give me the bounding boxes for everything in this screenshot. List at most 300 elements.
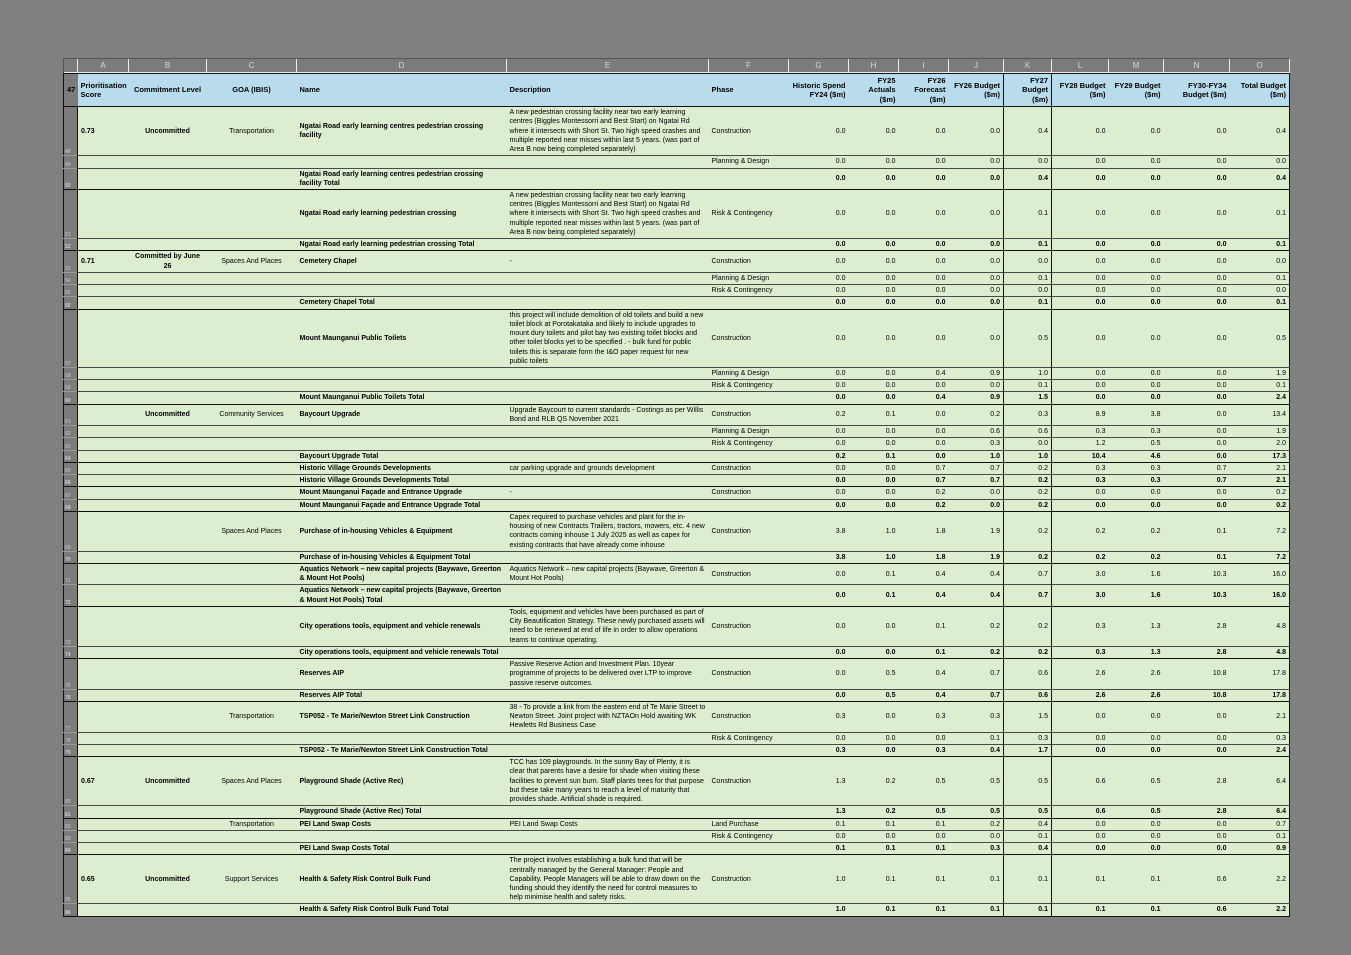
cell-goa[interactable]: Transportation	[207, 818, 297, 830]
cell-score[interactable]	[78, 380, 129, 392]
cell-value[interactable]: 0.0	[1164, 190, 1230, 239]
cell-goa[interactable]	[207, 438, 297, 450]
cell-desc[interactable]	[507, 499, 709, 511]
cell-value[interactable]: 0.0	[1109, 843, 1164, 855]
cell-value[interactable]: 10.3	[1164, 585, 1230, 606]
cell-value[interactable]: 0.2	[1004, 551, 1052, 563]
cell-commitment[interactable]	[129, 272, 207, 284]
cell-score[interactable]	[78, 239, 129, 251]
cell-value[interactable]: 0.0	[1164, 744, 1230, 756]
cell-value[interactable]: 0.0	[1004, 156, 1052, 168]
cell-value[interactable]: 0.2	[1004, 475, 1052, 487]
cell-value[interactable]: 2.6	[1109, 659, 1164, 690]
row-number[interactable]: 73	[64, 606, 78, 646]
cell-value[interactable]: 0.0	[1164, 499, 1230, 511]
cell-value[interactable]: 0.0	[789, 475, 849, 487]
cell-commitment[interactable]	[129, 297, 207, 309]
cell-score[interactable]	[78, 297, 129, 309]
cell-goa[interactable]	[207, 606, 297, 646]
cell-value[interactable]: 0.0	[1164, 107, 1230, 156]
cell-desc[interactable]	[507, 426, 709, 438]
cell-value[interactable]: 0.0	[1052, 168, 1109, 189]
cell-score[interactable]	[78, 830, 129, 842]
cell-value[interactable]: 0.4	[1004, 843, 1052, 855]
cell-value[interactable]: 0.1	[1164, 551, 1230, 563]
row-number[interactable]: 77	[64, 702, 78, 733]
cell-commitment[interactable]	[129, 511, 207, 551]
cell-value[interactable]: 0.0	[1052, 702, 1109, 733]
cell-phase[interactable]	[709, 585, 789, 606]
cell-commitment[interactable]: Uncommitted	[129, 757, 207, 806]
cell-desc[interactable]	[507, 367, 709, 379]
cell-value[interactable]: 0.0	[949, 107, 1004, 156]
cell-name[interactable]: Mount Maunganui Public Toilets	[297, 309, 507, 367]
cell-value[interactable]: 3.0	[1052, 563, 1109, 584]
row-number[interactable]: 81	[64, 806, 78, 818]
cell-value[interactable]: 0.0	[1164, 156, 1230, 168]
cell-value[interactable]: 2.8	[1164, 757, 1230, 806]
cell-value[interactable]: 0.1	[1230, 380, 1290, 392]
cell-value[interactable]: 0.2	[1004, 646, 1052, 658]
cell-value[interactable]: 0.3	[789, 702, 849, 733]
cell-value[interactable]: 0.3	[1109, 462, 1164, 474]
cell-goa[interactable]	[207, 830, 297, 842]
cell-value[interactable]: 0.0	[789, 659, 849, 690]
cell-value[interactable]: 0.2	[789, 450, 849, 462]
cell-value[interactable]: 10.8	[1164, 659, 1230, 690]
cell-desc[interactable]	[507, 438, 709, 450]
cell-value[interactable]: 0.1	[899, 606, 949, 646]
row-number[interactable]: 72	[64, 585, 78, 606]
cell-name[interactable]: Playground Shade (Active Rec) Total	[297, 806, 507, 818]
column-header-phase[interactable]: Phase	[709, 74, 789, 107]
cell-goa[interactable]	[207, 585, 297, 606]
cell-goa[interactable]	[207, 309, 297, 367]
cell-phase[interactable]	[709, 297, 789, 309]
cell-desc[interactable]: PEI Land Swap Costs	[507, 818, 709, 830]
cell-goa[interactable]	[207, 904, 297, 916]
column-header-fy25-actuals-m[interactable]: FY25 Actuals ($m)	[849, 74, 899, 107]
row-number[interactable]: 49	[64, 156, 78, 168]
cell-value[interactable]: 0.0	[949, 309, 1004, 367]
cell-commitment[interactable]	[129, 843, 207, 855]
cell-value[interactable]: 0.0	[899, 251, 949, 272]
cell-goa[interactable]	[207, 285, 297, 297]
cell-goa[interactable]	[207, 297, 297, 309]
cell-value[interactable]: 0.0	[789, 297, 849, 309]
cell-phase[interactable]: Risk & Contingency	[709, 380, 789, 392]
cell-value[interactable]: 0.0	[1052, 239, 1109, 251]
cell-score[interactable]	[78, 563, 129, 584]
cell-value[interactable]: 2.8	[1164, 606, 1230, 646]
cell-value[interactable]: 0.0	[1004, 251, 1052, 272]
cell-value[interactable]: 2.2	[1230, 904, 1290, 916]
cell-value[interactable]: 1.5	[1004, 392, 1052, 404]
cell-phase[interactable]: Risk & Contingency	[709, 285, 789, 297]
column-letter-m[interactable]: M	[1109, 59, 1164, 73]
cell-desc[interactable]	[507, 475, 709, 487]
cell-value[interactable]: 0.0	[789, 309, 849, 367]
cell-value[interactable]: 0.0	[789, 107, 849, 156]
cell-value[interactable]: 0.2	[1004, 462, 1052, 474]
cell-phase[interactable]: Construction	[709, 309, 789, 367]
cell-value[interactable]: 0.0	[1164, 239, 1230, 251]
column-header-fy28-budget-m[interactable]: FY28 Budget ($m)	[1052, 74, 1109, 107]
cell-value[interactable]: 0.1	[849, 450, 899, 462]
column-letter-d[interactable]: D	[297, 59, 507, 73]
cell-name[interactable]: Ngatai Road early learning pedestrian crossing Total	[297, 239, 507, 251]
cell-desc[interactable]	[507, 380, 709, 392]
cell-score[interactable]	[78, 732, 129, 744]
cell-value[interactable]: 0.0	[899, 190, 949, 239]
cell-value[interactable]: 0.3	[1109, 426, 1164, 438]
row-number[interactable]: 53	[64, 251, 78, 272]
cell-value[interactable]: 2.8	[1164, 806, 1230, 818]
cell-value[interactable]: 0.2	[1004, 511, 1052, 551]
column-header-fy29-budget-m[interactable]: FY29 Budget ($m)	[1109, 74, 1164, 107]
cell-goa[interactable]	[207, 487, 297, 499]
cell-commitment[interactable]	[129, 646, 207, 658]
cell-value[interactable]: 0.1	[899, 843, 949, 855]
cell-value[interactable]: 0.2	[899, 499, 949, 511]
cell-value[interactable]: 0.0	[949, 190, 1004, 239]
cell-value[interactable]: 0.0	[899, 272, 949, 284]
cell-name[interactable]: Cemetery Chapel Total	[297, 297, 507, 309]
cell-value[interactable]: 0.1	[1004, 190, 1052, 239]
column-header-fy26-budget-m[interactable]: FY26 Budget ($m)	[949, 74, 1004, 107]
cell-value[interactable]: 0.4	[1004, 107, 1052, 156]
cell-value[interactable]: 0.0	[1109, 272, 1164, 284]
cell-value[interactable]: 0.0	[849, 606, 899, 646]
cell-value[interactable]: 0.0	[1164, 830, 1230, 842]
cell-value[interactable]: 0.2	[849, 806, 899, 818]
cell-value[interactable]: 1.0	[789, 904, 849, 916]
row-number[interactable]: 69	[64, 511, 78, 551]
cell-name[interactable]: Baycourt Upgrade	[297, 404, 507, 425]
cell-value[interactable]: 0.0	[1052, 272, 1109, 284]
cell-value[interactable]: 0.5	[849, 659, 899, 690]
cell-score[interactable]	[78, 904, 129, 916]
row-number[interactable]: 80	[64, 757, 78, 806]
cell-value[interactable]: 0.0	[1052, 380, 1109, 392]
cell-desc[interactable]	[507, 732, 709, 744]
cell-phase[interactable]	[709, 843, 789, 855]
cell-goa[interactable]	[207, 646, 297, 658]
cell-value[interactable]: 0.5	[1230, 309, 1290, 367]
cell-value[interactable]: 0.7	[949, 462, 1004, 474]
column-letter-i[interactable]: I	[899, 59, 949, 73]
cell-commitment[interactable]	[129, 606, 207, 646]
cell-desc[interactable]	[507, 450, 709, 462]
cell-value[interactable]: 0.0	[1052, 744, 1109, 756]
cell-value[interactable]: 0.5	[1004, 806, 1052, 818]
cell-value[interactable]: 0.2	[1004, 606, 1052, 646]
cell-value[interactable]: 0.2	[1004, 499, 1052, 511]
column-header-commitment-level[interactable]: Commitment Level	[129, 74, 207, 107]
row-number[interactable]: 47	[64, 74, 78, 107]
cell-value[interactable]: 0.0	[899, 107, 949, 156]
cell-score[interactable]	[78, 190, 129, 239]
cell-phase[interactable]: Construction	[709, 511, 789, 551]
cell-value[interactable]: 0.9	[1230, 843, 1290, 855]
cell-value[interactable]: 0.7	[949, 689, 1004, 701]
cell-value[interactable]: 0.1	[1164, 511, 1230, 551]
cell-value[interactable]: 0.3	[1004, 732, 1052, 744]
cell-value[interactable]: 1.6	[1109, 563, 1164, 584]
row-number[interactable]: 78	[64, 732, 78, 744]
cell-commitment[interactable]	[129, 487, 207, 499]
cell-value[interactable]: 0.1	[789, 843, 849, 855]
cell-name[interactable]: PEI Land Swap Costs Total	[297, 843, 507, 855]
cell-goa[interactable]	[207, 744, 297, 756]
cell-value[interactable]: 0.0	[789, 732, 849, 744]
cell-value[interactable]: 0.4	[899, 563, 949, 584]
cell-score[interactable]: 0.65	[78, 855, 129, 904]
cell-value[interactable]: 2.4	[1230, 744, 1290, 756]
row-number[interactable]: 86	[64, 904, 78, 916]
cell-value[interactable]: 0.0	[1164, 297, 1230, 309]
cell-value[interactable]: 16.0	[1230, 563, 1290, 584]
cell-value[interactable]: 0.4	[1230, 168, 1290, 189]
cell-commitment[interactable]	[129, 450, 207, 462]
column-letter-n[interactable]: N	[1164, 59, 1230, 73]
row-number[interactable]: 64	[64, 450, 78, 462]
cell-value[interactable]: 0.7	[899, 462, 949, 474]
cell-phase[interactable]: Risk & Contingency	[709, 190, 789, 239]
cell-value[interactable]: 0.0	[789, 438, 849, 450]
row-number[interactable]: 50	[64, 168, 78, 189]
cell-value[interactable]: 0.1	[849, 404, 899, 425]
cell-goa[interactable]	[207, 689, 297, 701]
cell-commitment[interactable]	[129, 380, 207, 392]
cell-value[interactable]: 3.0	[1052, 585, 1109, 606]
cell-value[interactable]: 1.3	[1109, 606, 1164, 646]
cell-value[interactable]: 0.0	[899, 450, 949, 462]
cell-value[interactable]: 0.2	[949, 404, 1004, 425]
cell-value[interactable]: 0.0	[1164, 843, 1230, 855]
cell-name[interactable]: Playground Shade (Active Rec)	[297, 757, 507, 806]
cell-value[interactable]: 0.0	[1164, 450, 1230, 462]
cell-value[interactable]: 0.0	[849, 380, 899, 392]
row-number[interactable]: 65	[64, 462, 78, 474]
cell-value[interactable]: 0.2	[949, 606, 1004, 646]
cell-value[interactable]: 0.0	[849, 309, 899, 367]
cell-value[interactable]: 0.7	[949, 659, 1004, 690]
cell-value[interactable]: 0.0	[849, 744, 899, 756]
cell-phase[interactable]	[709, 499, 789, 511]
cell-value[interactable]: 0.0	[849, 830, 899, 842]
cell-value[interactable]: 0.1	[1230, 239, 1290, 251]
cell-value[interactable]: 1.3	[789, 806, 849, 818]
cell-value[interactable]: 0.5	[949, 806, 1004, 818]
cell-value[interactable]: 0.0	[899, 438, 949, 450]
cell-value[interactable]: 0.2	[1230, 499, 1290, 511]
row-number[interactable]: 71	[64, 563, 78, 584]
cell-value[interactable]: 0.0	[1230, 156, 1290, 168]
cell-value[interactable]: 0.3	[1052, 606, 1109, 646]
cell-commitment[interactable]	[129, 475, 207, 487]
cell-value[interactable]: 0.0	[949, 251, 1004, 272]
cell-goa[interactable]	[207, 563, 297, 584]
cell-value[interactable]: 0.0	[949, 297, 1004, 309]
cell-value[interactable]: 0.0	[849, 168, 899, 189]
cell-value[interactable]: 0.0	[899, 297, 949, 309]
cell-value[interactable]: 0.5	[849, 689, 899, 701]
cell-commitment[interactable]	[129, 285, 207, 297]
column-header-name[interactable]: Name	[297, 74, 507, 107]
cell-value[interactable]: 0.0	[949, 285, 1004, 297]
cell-value[interactable]: 0.0	[1164, 285, 1230, 297]
cell-value[interactable]: 0.4	[1004, 168, 1052, 189]
cell-value[interactable]: 0.0	[1109, 744, 1164, 756]
cell-value[interactable]: 0.0	[849, 272, 899, 284]
cell-value[interactable]: 0.0	[849, 107, 899, 156]
cell-commitment[interactable]	[129, 702, 207, 733]
cell-score[interactable]	[78, 309, 129, 367]
cell-commitment[interactable]	[129, 156, 207, 168]
cell-phase[interactable]: Land Purchase	[709, 818, 789, 830]
cell-value[interactable]: 0.0	[849, 426, 899, 438]
cell-score[interactable]	[78, 285, 129, 297]
cell-value[interactable]: 1.0	[1004, 450, 1052, 462]
column-letter-o[interactable]: O	[1230, 59, 1290, 73]
cell-value[interactable]: 0.0	[1164, 367, 1230, 379]
cell-goa[interactable]	[207, 462, 297, 474]
cell-value[interactable]: 0.1	[1109, 904, 1164, 916]
cell-desc[interactable]: Passive Reserve Action and Investment Plan. 10year programme of projects to be delivered over LTP to improve passive reserve outcomes.	[507, 659, 709, 690]
cell-value[interactable]: 17.3	[1230, 450, 1290, 462]
cell-commitment[interactable]	[129, 462, 207, 474]
cell-value[interactable]: 0.0	[789, 380, 849, 392]
cell-value[interactable]: 10.4	[1052, 450, 1109, 462]
cell-value[interactable]: 0.1	[949, 904, 1004, 916]
cell-desc[interactable]: this project will include demolition of old toilets and build a new toilet block at Porotakataka and likely to include upgrades to mount dury toilets and pilot bay two existing toilet blocks and other toilet blocks yet to be specified . - bulk fund for public toilets this is separate form the I&O paper request for new public toilets	[507, 309, 709, 367]
cell-goa[interactable]	[207, 551, 297, 563]
cell-goa[interactable]	[207, 392, 297, 404]
column-letter-h[interactable]: H	[849, 59, 899, 73]
cell-name[interactable]: Health & Safety Risk Control Bulk Fund Total	[297, 904, 507, 916]
cell-phase[interactable]	[709, 806, 789, 818]
cell-name[interactable]: Ngatai Road early learning pedestrian crossing	[297, 190, 507, 239]
cell-name[interactable]: Mount Maunganui Public Toilets Total	[297, 392, 507, 404]
cell-value[interactable]: 0.6	[1004, 426, 1052, 438]
cell-value[interactable]: 1.8	[899, 511, 949, 551]
cell-name[interactable]: Purchase of in-housing Vehicles & Equipment	[297, 511, 507, 551]
cell-value[interactable]: 0.0	[789, 168, 849, 189]
cell-value[interactable]: 0.1	[1230, 272, 1290, 284]
cell-desc[interactable]	[507, 806, 709, 818]
cell-value[interactable]: 0.0	[849, 499, 899, 511]
cell-value[interactable]: 0.0	[1052, 156, 1109, 168]
cell-value[interactable]: 0.0	[789, 392, 849, 404]
cell-value[interactable]: 0.0	[789, 426, 849, 438]
cell-name[interactable]: Ngatai Road early learning centres pedestrian crossing facility Total	[297, 168, 507, 189]
cell-phase[interactable]	[709, 551, 789, 563]
cell-name[interactable]	[297, 272, 507, 284]
cell-value[interactable]: 0.0	[1164, 426, 1230, 438]
cell-score[interactable]: 0.73	[78, 107, 129, 156]
cell-goa[interactable]	[207, 168, 297, 189]
cell-commitment[interactable]	[129, 806, 207, 818]
cell-score[interactable]	[78, 499, 129, 511]
cell-value[interactable]: 0.0	[1109, 251, 1164, 272]
row-number[interactable]: 83	[64, 830, 78, 842]
cell-phase[interactable]	[709, 744, 789, 756]
cell-value[interactable]: 7.2	[1230, 551, 1290, 563]
cell-value[interactable]: 0.0	[849, 646, 899, 658]
cell-value[interactable]: 4.8	[1230, 646, 1290, 658]
cell-value[interactable]: 0.0	[1164, 818, 1230, 830]
cell-commitment[interactable]	[129, 309, 207, 367]
cell-value[interactable]: 0.0	[789, 487, 849, 499]
column-letter-f[interactable]: F	[709, 59, 789, 73]
cell-goa[interactable]	[207, 426, 297, 438]
cell-phase[interactable]: Planning & Design	[709, 156, 789, 168]
cell-phase[interactable]: Construction	[709, 251, 789, 272]
cell-name[interactable]: Cemetery Chapel	[297, 251, 507, 272]
cell-value[interactable]: 0.6	[1164, 855, 1230, 904]
cell-value[interactable]: 1.9	[949, 551, 1004, 563]
cell-value[interactable]: 0.0	[789, 462, 849, 474]
cell-goa[interactable]	[207, 450, 297, 462]
cell-value[interactable]: 0.6	[1004, 689, 1052, 701]
cell-goa[interactable]: Community Services	[207, 404, 297, 425]
cell-value[interactable]: 0.0	[789, 689, 849, 701]
cell-value[interactable]: 0.0	[1109, 156, 1164, 168]
column-letter-b[interactable]: B	[129, 59, 207, 73]
cell-value[interactable]: 0.3	[949, 702, 1004, 733]
row-number[interactable]: 61	[64, 404, 78, 425]
cell-value[interactable]: 0.0	[1164, 487, 1230, 499]
cell-value[interactable]: 0.6	[1164, 904, 1230, 916]
cell-value[interactable]: 0.0	[1164, 309, 1230, 367]
cell-phase[interactable]: Risk & Contingency	[709, 438, 789, 450]
cell-value[interactable]: 0.0	[849, 438, 899, 450]
cell-value[interactable]: 0.0	[1109, 818, 1164, 830]
cell-value[interactable]: 0.0	[1052, 732, 1109, 744]
cell-value[interactable]: 0.0	[789, 285, 849, 297]
cell-value[interactable]: 0.0	[1109, 499, 1164, 511]
cell-value[interactable]: 0.0	[949, 380, 1004, 392]
cell-value[interactable]: 0.0	[899, 309, 949, 367]
cell-score[interactable]	[78, 806, 129, 818]
cell-desc[interactable]: Aquatics Network – new capital projects (Baywave, Greerton & Mount Hot Pools)	[507, 563, 709, 584]
cell-name[interactable]: TSP052 - Te Marie/Newton Street Link Construction	[297, 702, 507, 733]
cell-value[interactable]: 0.0	[849, 487, 899, 499]
column-header-fy26-forecast-m[interactable]: FY26 Forecast ($m)	[899, 74, 949, 107]
cell-value[interactable]: 0.0	[1109, 297, 1164, 309]
cell-value[interactable]: 0.0	[1109, 830, 1164, 842]
cell-value[interactable]: 0.0	[949, 168, 1004, 189]
cell-value[interactable]: 16.0	[1230, 585, 1290, 606]
cell-score[interactable]: 0.71	[78, 251, 129, 272]
cell-value[interactable]: 0.2	[789, 404, 849, 425]
cell-goa[interactable]	[207, 190, 297, 239]
cell-value[interactable]: 17.8	[1230, 689, 1290, 701]
cell-value[interactable]: 2.8	[1164, 646, 1230, 658]
cell-value[interactable]: 0.0	[1230, 251, 1290, 272]
cell-value[interactable]: 2.1	[1230, 475, 1290, 487]
cell-goa[interactable]	[207, 380, 297, 392]
cell-value[interactable]: 0.0	[789, 156, 849, 168]
cell-value[interactable]: 0.0	[949, 487, 1004, 499]
cell-value[interactable]: 0.3	[1052, 426, 1109, 438]
cell-value[interactable]: 0.0	[1052, 190, 1109, 239]
cell-name[interactable]: Reserves AIP Total	[297, 689, 507, 701]
cell-value[interactable]: 0.0	[1052, 843, 1109, 855]
cell-goa[interactable]	[207, 732, 297, 744]
cell-value[interactable]: 0.1	[849, 585, 899, 606]
